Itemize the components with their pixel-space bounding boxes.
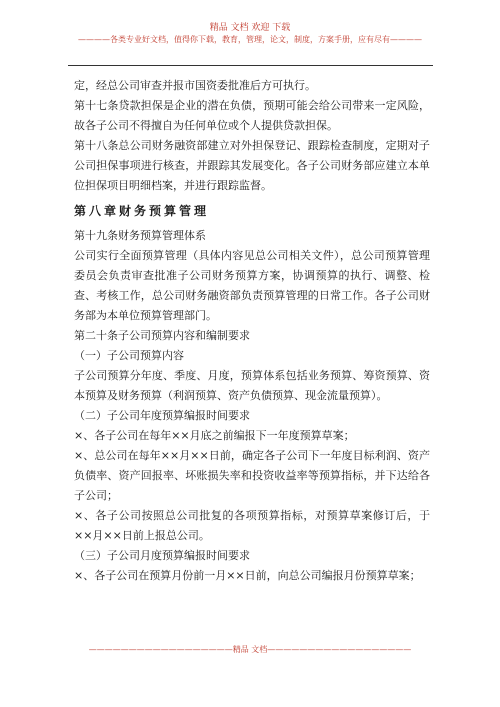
list-item: ×、各子公司按照总公司批复的各项预算指标，对预算草案修订后，于××月××日前上报总公司。	[74, 509, 430, 542]
header-divider	[68, 65, 433, 66]
paragraph: 第十八条总公司财务融资部建立对外担保登记、跟踪检查制度，定期对子公司担保事项进行核查，并跟踪其发展变化。各子公司财务部应建立本单位担保项目明细档案，并进行跟踪监督。	[74, 139, 430, 192]
section-heading: 第二十条子公司预算内容和编制要求	[74, 329, 250, 342]
chapter-heading: 第八章财务预算管理	[74, 204, 210, 218]
page-footer: ——————————————————精品 文档——————————————————	[88, 645, 412, 654]
page-header	[0, 22, 500, 46]
subsection-heading: （二）子公司年度预算编报时间要求	[74, 409, 250, 422]
list-item: ×、总公司在每年××月××日前，确定各子公司下一年度目标利润、资产负债率、资产回报率、坏账损失率和投资收益率等预算指标，并下达给各子公司；	[74, 449, 430, 502]
header-title: 精品 文档 欢迎 下载	[209, 23, 291, 33]
paragraph: 定，经总公司审查并报市国资委批准后方可执行。	[74, 79, 316, 92]
section-heading: 第十九条财务预算管理体系	[74, 229, 206, 242]
subsection-heading: （一）子公司预算内容	[74, 349, 184, 362]
list-item: ×、各子公司在预算月份前一月××日前，向总公司编报月份预算草案；	[74, 569, 421, 582]
subsection-heading: （三）子公司月度预算编报时间要求	[74, 549, 250, 562]
paragraph: 第十七条贷款担保是企业的潜在负债，预期可能会给公司带来一定风险，故各子公司不得擅自为任何单位或个人提供贷款担保。	[74, 99, 430, 132]
paragraph: 公司实行全面预算管理（具体内容见总公司相关文件），总公司预算管理委员会负责审查批准子公司财务预算方案，协调预算的执行、调整、检查、考核工作，总公司财务融资部负责预算管理的日常工作。各子公司财务部为本单位预算管理部门。	[74, 249, 430, 322]
paragraph: 子公司预算分年度、季度、月度，预算体系包括业务预算、筹资预算、资本预算及财务预算（利润预算、资产负债预算、现金流量预算）。	[74, 369, 430, 402]
header-subtitle: ————各类专业好文档，值得你下载，教育，管理，论文，制度，方案手册，应有尽有————	[78, 35, 422, 44]
document-body	[74, 76, 430, 586]
list-item: ×、各子公司在每年××月底之前编报下一年度预算草案；	[74, 429, 355, 442]
